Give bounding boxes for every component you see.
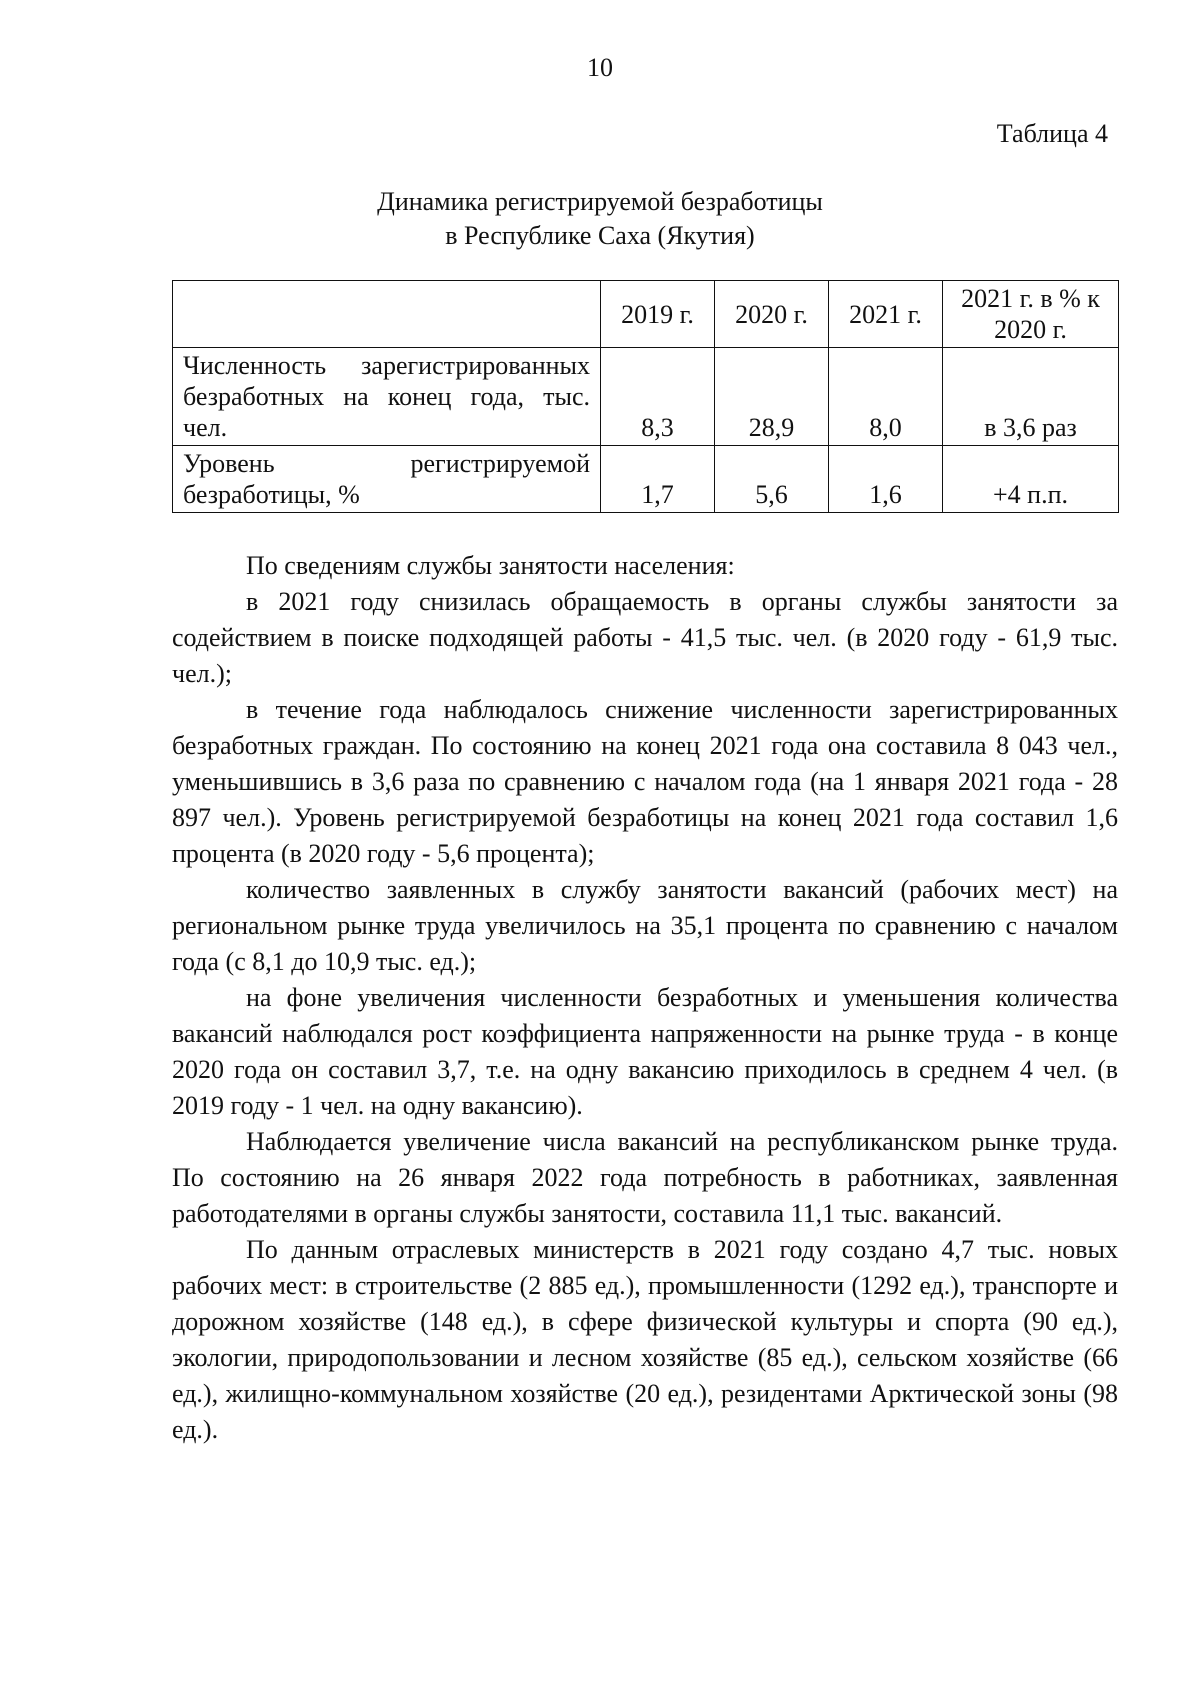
table-title-line-1: Динамика регистрируемой безработицы (377, 187, 823, 216)
paragraph: По сведениям службы занятости населения: (246, 551, 735, 580)
row-label: Численность зарегистрированных безработных на конец года, тыс. чел. (173, 348, 601, 446)
cell-value: 8,3 (601, 348, 715, 446)
page-number: 10 (587, 53, 613, 82)
paragraph: в течение года наблюдалось снижение численности зарегистрированных безработных граждан. По состоянию на конец 2021 года она составила 8 043 чел., уменьшившись в 3,6 раза по сравнению с началом года (на 1 января 2021 года - 28 897 чел.). Уровень регистрируемой безработицы на конец 2021 года составил 1,6 процента (в 2020 году - 5,6 процента); (172, 695, 1118, 868)
unemployment-table (172, 280, 1119, 513)
table-title-line-2: в Республике Саха (Якутия) (445, 221, 755, 250)
table-row (173, 348, 1119, 446)
cell-value: 1,7 (601, 446, 715, 513)
header-cell-2020: 2020 г. (715, 281, 829, 348)
table-row (173, 446, 1119, 513)
cell-value: в 3,6 раз (943, 348, 1119, 446)
row-label: Уровень регистрируемой безработицы, % (173, 446, 601, 513)
cell-value: 28,9 (715, 348, 829, 446)
header-cell-2019: 2019 г. (601, 281, 715, 348)
paragraph: По данным отраслевых министерств в 2021 году создано 4,7 тыс. новых рабочих мест: в строительстве (2 885 ед.), промышленности (1292 ед.), транспорте и дорожном хозяйстве (148 ед.), в сфере физической культуры и спорта (90 ед.), экологии, природопользовании и лесном хозяйстве (85 ед.), сельском хозяйстве (66 ед.), жилищно-коммунальном хозяйстве (20 ед.), резидентами Арктической зоны (98 ед.). (172, 1235, 1118, 1444)
body-text (172, 548, 1118, 1448)
table-label: Таблица 4 (996, 119, 1108, 148)
table-header-row (173, 281, 1119, 348)
paragraph: на фоне увеличения численности безработных и уменьшения количества вакансий наблюдался рост коэффициента напряженности на рынке труда - в конце 2020 года он составил 3,7, т.е. на одну вакансию приходилось в среднем 4 чел. (в 2019 году - 1 чел. на одну вакансию). (172, 983, 1118, 1120)
header-cell-2021: 2021 г. (829, 281, 943, 348)
header-cell-indicator (173, 281, 601, 348)
paragraph: количество заявленных в службу занятости вакансий (рабочих мест) на региональном рынке труда увеличилось на 35,1 процента по сравнению с началом года (с 8,1 до 10,9 тыс. ед.); (172, 875, 1118, 976)
paragraph: в 2021 году снизилась обращаемость в органы службы занятости за содействием в поиске подходящей работы - 41,5 тыс. чел. (в 2020 году - 61,9 тыс. чел.); (172, 587, 1118, 688)
cell-value: +4 п.п. (943, 446, 1119, 513)
paragraph: Наблюдается увеличение числа вакансий на республиканском рынке труда. По состоянию на 26 января 2022 года потребность в работниках, заявленная работодателями в органы службы занятости, составила 11,1 тыс. вакансий. (172, 1127, 1118, 1228)
table-title (0, 185, 1200, 253)
header-cell-2021-vs-2020: 2021 г. в % к 2020 г. (943, 281, 1119, 348)
cell-value: 5,6 (715, 446, 829, 513)
cell-value: 8,0 (829, 348, 943, 446)
cell-value: 1,6 (829, 446, 943, 513)
